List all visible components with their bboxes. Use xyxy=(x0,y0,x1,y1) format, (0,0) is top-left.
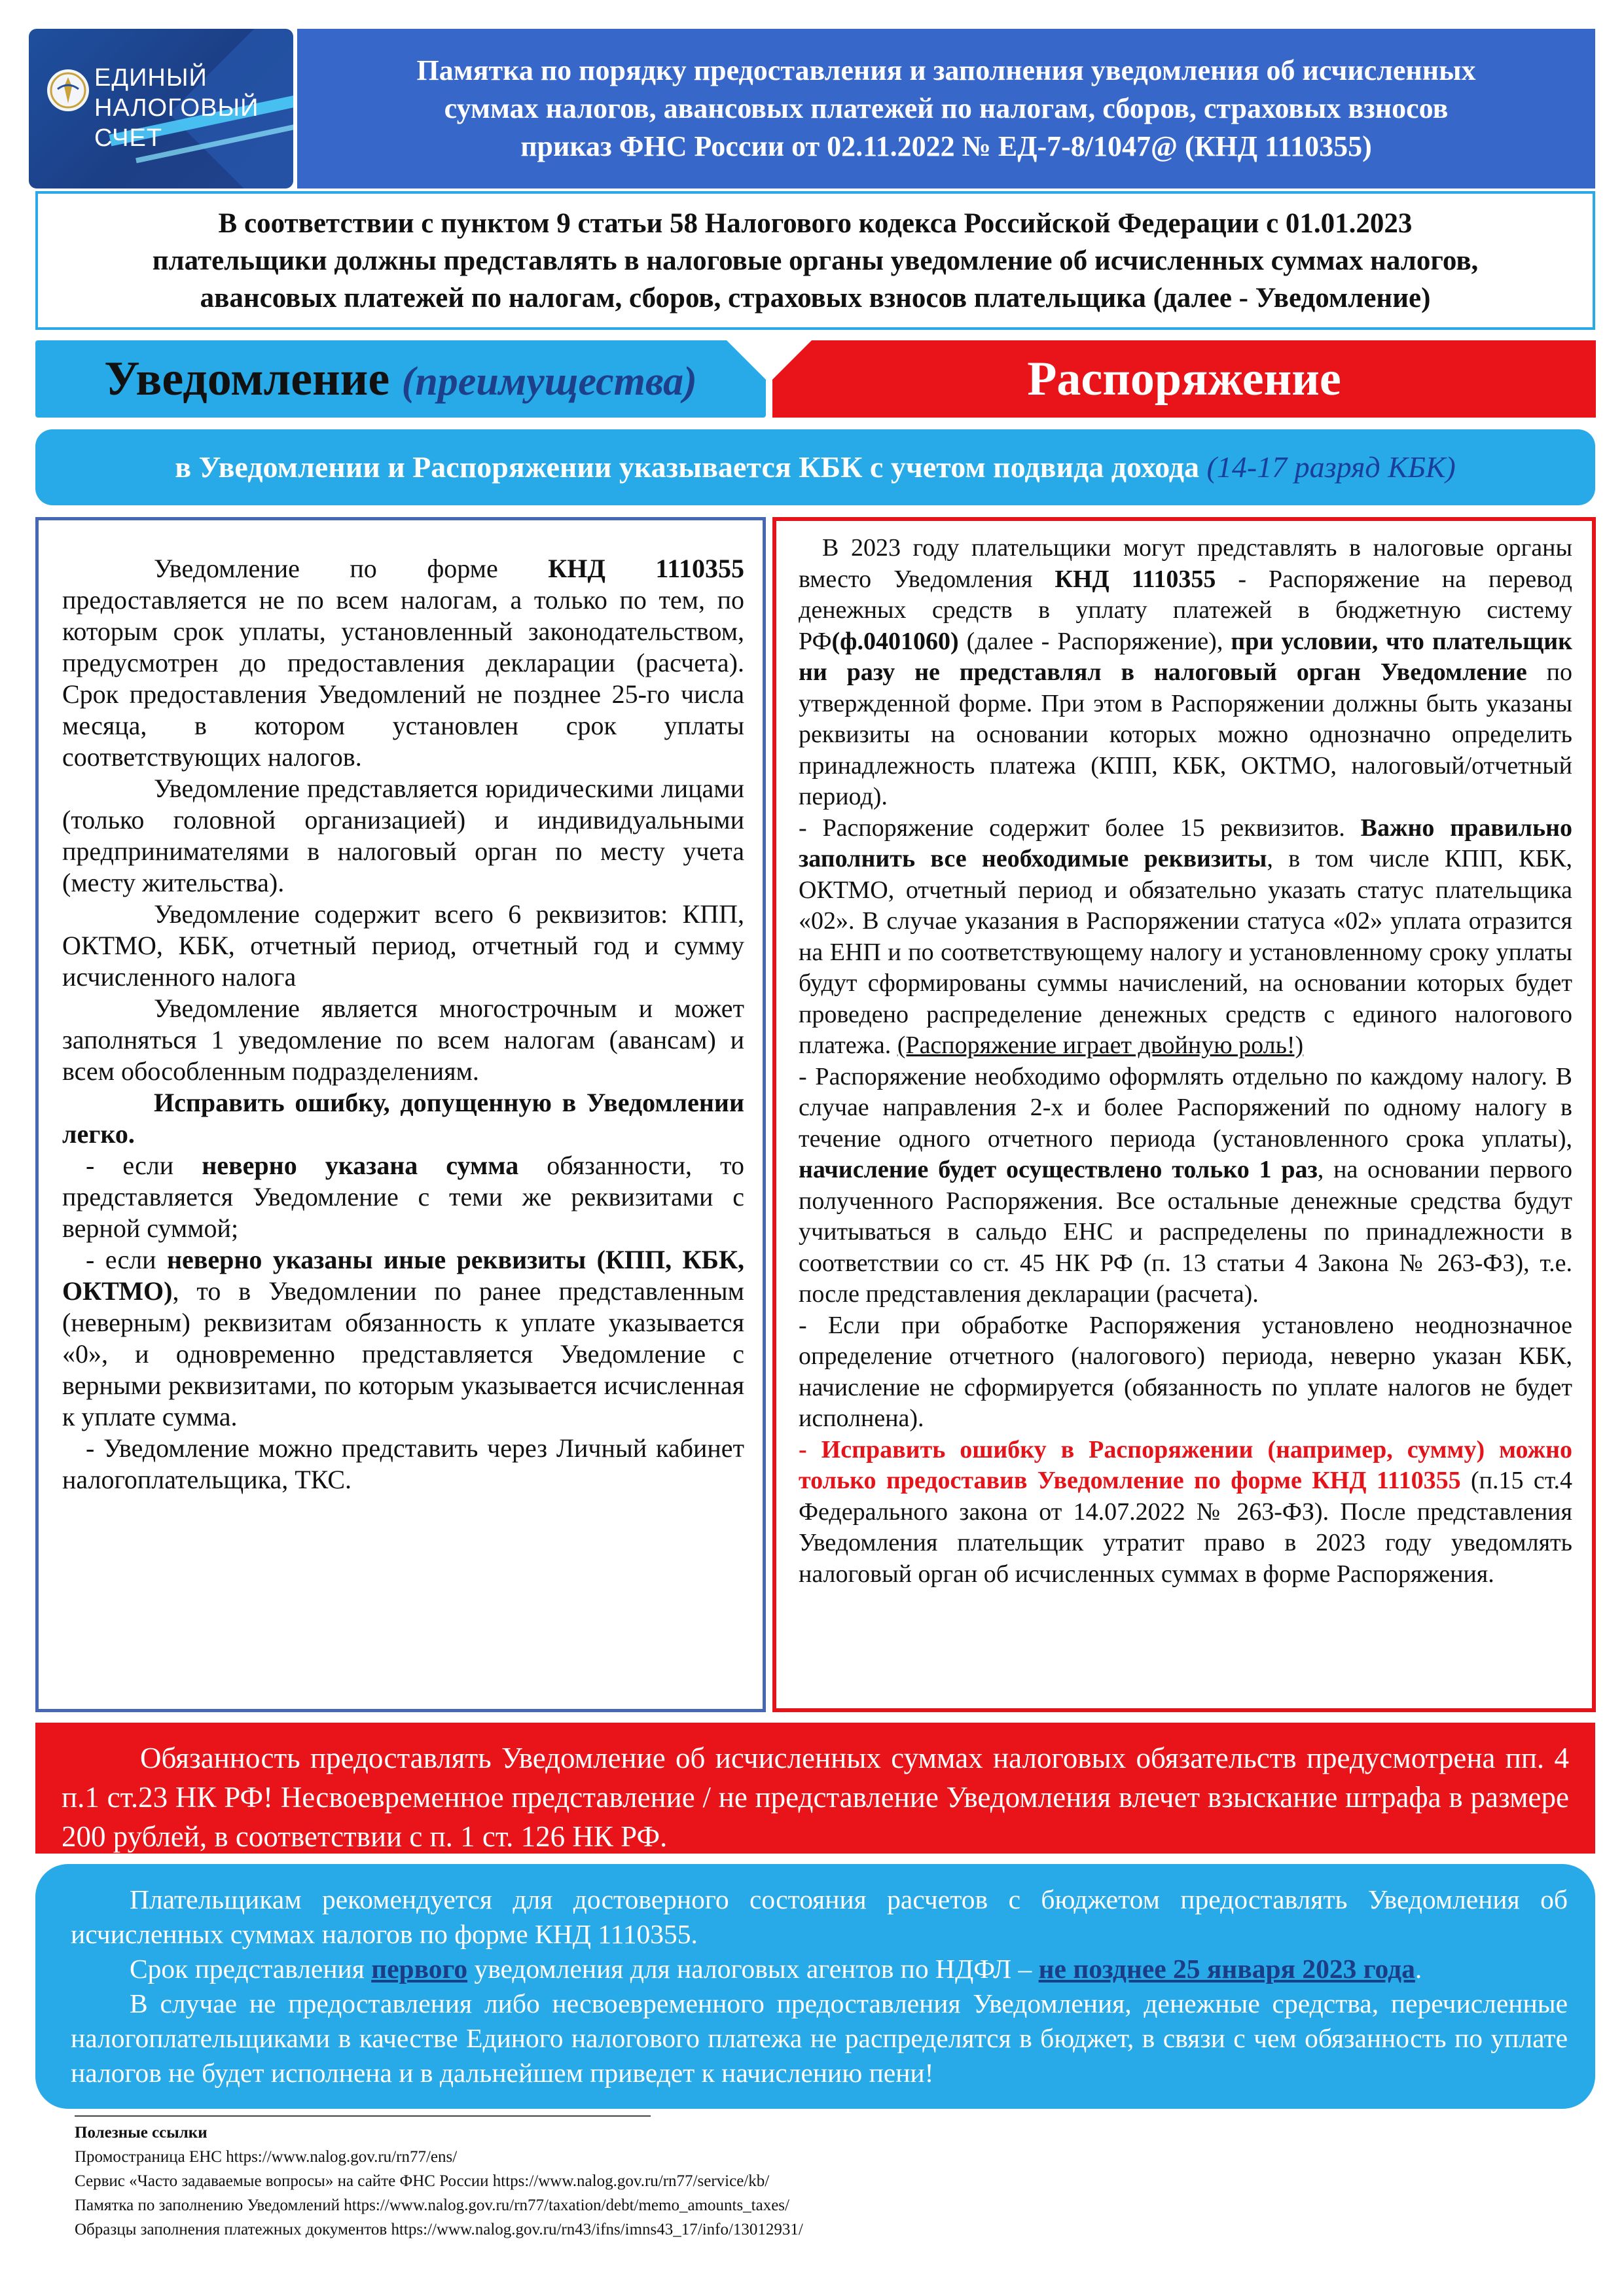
useful-link[interactable]: Сервис «Часто задаваемые вопросы» на сайте ФНС России https://www.nalog.gov.ru/rn77/service/kb/ xyxy=(75,2172,770,2190)
left-paragraph-2: Уведомление представляется юридическими лицами (только головной организацией) и индивидуальными предпринимателями в налоговый орган по месту учета (месту жительства). xyxy=(62,774,744,897)
notification-heading-subtitle: (преимущества) xyxy=(401,359,697,404)
useful-link[interactable]: Памятка по заполнению Уведомлений https://www.nalog.gov.ru/rn77/taxation/debt/memo_amounts_taxes/ xyxy=(75,2197,789,2214)
left-paragraph-6: - если неверно указана сумма обязанности, то представляется Уведомление с теми же реквизитами с верной суммой; xyxy=(62,1151,744,1243)
left-paragraph-1: Уведомление по форме КНД 1110355 предоставляется не по всем налогам, а только по тем, по которым срок уплаты, установленный законодательством, предусмотрен до предоставления декларации (расчета). Срок предоставления Уведомлений не позднее 25-го числа месяца, в котором установлен срок уплаты соответствующих налогов. xyxy=(62,554,744,772)
order-heading xyxy=(772,340,1596,418)
intro-line2: плательщики должны представлять в налоговые органы уведомление об исчисленных суммах налогов, xyxy=(152,245,1479,276)
recommendation-box xyxy=(35,1864,1595,2109)
notification-heading-title: Уведомление xyxy=(104,352,390,406)
right-paragraph-5: - Исправить ошибку в Распоряжении (например, сумму) можно только предоставив Уведомление по форме КНД 1110355 (п.15 ст.4 Федерального закона от 14.07.2022 № 263-ФЗ). После представления Уведомления плательщик утратит право в 2023 году уведомлять налоговый орган об исчисленных суммах в форме Распоряжения. xyxy=(799,1435,1572,1588)
right-paragraph-1: В 2023 году плательщики могут представлять в налоговые органы вместо Уведомления КНД 1110355 - Распоряжение на перевод денежных средств в уплату платежей в бюджетную систему РФ(ф.0401060) (далее - Распоряжение), при условии, что плательщик ни разу не представлял в налоговый орган Уведомление по утвержденной форме. При этом в Распоряжении должны быть указаны реквизиты на основании которых можно однозначно определить принадлежность платежа (КПП, КБК, ОКТМО, налоговый/отчетный период). xyxy=(799,534,1573,810)
left-paragraph-3: Уведомление содержит всего 6 реквизитов: КПП, ОКТМО, КБК, отчетный период, отчетный год и сумму исчисленного налога xyxy=(62,899,744,992)
intro-line1: В соответствии с пунктом 9 статьи 58 Налогового кодекса Российской Федерации с 01.01.2023 xyxy=(218,207,1413,239)
right-paragraph-3: - Распоряжение необходимо оформлять отдельно по каждому налогу. В случае направления 2-х и более Распоряжений по одному налогу в течение одного отчетного периода (установленного срока уплаты), начисление будет осуществлено только 1 раз, на основании первого полученного Распоряжения. Все остальные денежные средства будут учитываться в сальдо ЕНС и распределены по принадлежности в соответствии со ст. 45 НК РФ (п. 13 статьи 4 Закона № 263-ФЗ), т.е. после представления декларации (расчета). xyxy=(799,1062,1572,1308)
right-paragraph-2: - Распоряжение содержит более 15 реквизитов. Важно правильно заполнить все необходимые реквизиты, в том числе КПП, КБК, ОКТМО, отчетный период и обязательно указать статус плательщика «02». В случае указания в Распоряжении статуса «02» уплата отразится на ЕНП и по соответствующему налогу и установленному сроку уплаты будут сформированы суммы начислений, на основании которых будет проведено распределение денежных средств с единого налогового платежа. (Распоряжение играет двойную роль!) xyxy=(799,814,1572,1059)
recommend-paragraph-2: Срок представления первого уведомления для налоговых агентов по НДФЛ – не позднее 25 января 2023 года. xyxy=(130,1954,1422,1984)
useful-links xyxy=(75,2121,1253,2242)
left-paragraph-4: Уведомление является многострочным и может заполняться 1 уведомление по всем налогам (авансам) и всем обособленным подразделениям. xyxy=(62,994,744,1086)
logo-line2: НАЛОГОВЫЙ xyxy=(94,94,259,122)
left-paragraph-7: - если неверно указаны иные реквизиты (КПП, КБК, ОКТМО), то в Уведомлении по ранее представленным (неверным) реквизитам обязанность к уплате указывается «0», и одновременно представляется Уведомление с верными реквизитами, по которым указывается исчисленная к уплате сумма. xyxy=(62,1245,744,1431)
logo-line1: ЕДИНЫЙ xyxy=(94,64,208,92)
kbk-banner-text: в Уведомлении и Распоряжении указывается КБК с учетом подвида дохода xyxy=(175,450,1200,484)
logo xyxy=(29,29,293,188)
notification-column xyxy=(35,517,766,1712)
footer-divider xyxy=(75,2115,651,2117)
kbk-banner xyxy=(35,429,1595,505)
page-title xyxy=(297,29,1595,188)
fns-emblem-icon xyxy=(45,67,92,114)
logo-line3: СЧЕТ xyxy=(94,124,163,152)
recommend-paragraph-3: В случае не предоставления либо несвоевременного предоставления Уведомления, денежные средства, перечисленные налогоплательщиками в качестве Единого налогового платежа не распределятся в бюджет, в связи с чем обязанность по уплате налогов не будет исполнена и в дальнейшем приведет к начислению пени! xyxy=(71,1988,1568,2088)
kbk-banner-note: (14-17 разряд КБК) xyxy=(1206,450,1456,484)
intro-line3: авансовых платежей по налогам, сборов, страховых взносов плательщика (далее - Уведомление) xyxy=(200,282,1431,314)
useful-link[interactable]: Промостраница ЕНС https://www.nalog.gov.ru/rn77/ens/ xyxy=(75,2148,458,2166)
intro-box xyxy=(35,191,1595,330)
penalty-text: Обязанность предоставлять Уведомление об исчисленных суммах налоговых обязательств предусмотрена пп. 4 п.1 ст.23 НК РФ! Несвоевременное представление / не представление Уведомления влечет взыскание штрафа в размере 200 рублей, в соответствии с п. 1 ст. 126 НК РФ. xyxy=(62,1742,1569,1853)
penalty-box xyxy=(35,1723,1595,1854)
left-paragraph-8: - Уведомление можно представить через Личный кабинет налогоплательщика, ТКС. xyxy=(62,1433,744,1494)
recommend-paragraph-1: Плательщикам рекомендуется для достоверного состояния расчетов с бюджетом предоставлять Уведомления об исчисленных суммах налогов по форме КНД 1110355. xyxy=(71,1884,1568,1949)
notification-heading xyxy=(35,340,766,418)
logo-text xyxy=(94,63,259,153)
right-paragraph-4: - Если при обработке Распоряжения установлено неоднозначное определение отчетного (налогового) периода, неверно указан КБК, начисление не сформируется (обязанность по уплате налогов не будет исполнена). xyxy=(799,1311,1572,1432)
useful-link[interactable]: Образцы заполнения платежных документов https://www.nalog.gov.ru/rn43/ifns/imns43_17/info/13012931/ xyxy=(75,2221,803,2238)
useful-links-heading: Полезные ссылки xyxy=(75,2124,208,2142)
title-line2: суммах налогов, авансовых платежей по налогам, сборов, страховых взносов xyxy=(444,92,1449,124)
order-column xyxy=(772,517,1596,1712)
order-heading-title: Распоряжение xyxy=(1027,352,1341,406)
title-line1: Памятка по порядку предоставления и заполнения уведомления об исчисленных xyxy=(416,54,1476,86)
title-line3: приказ ФНС России от 02.11.2022 № ЕД-7-8/1047@ (КНД 1110355) xyxy=(520,130,1372,162)
left-paragraph-5: Исправить ошибку, допущенную в Уведомлении легко. xyxy=(62,1088,744,1149)
